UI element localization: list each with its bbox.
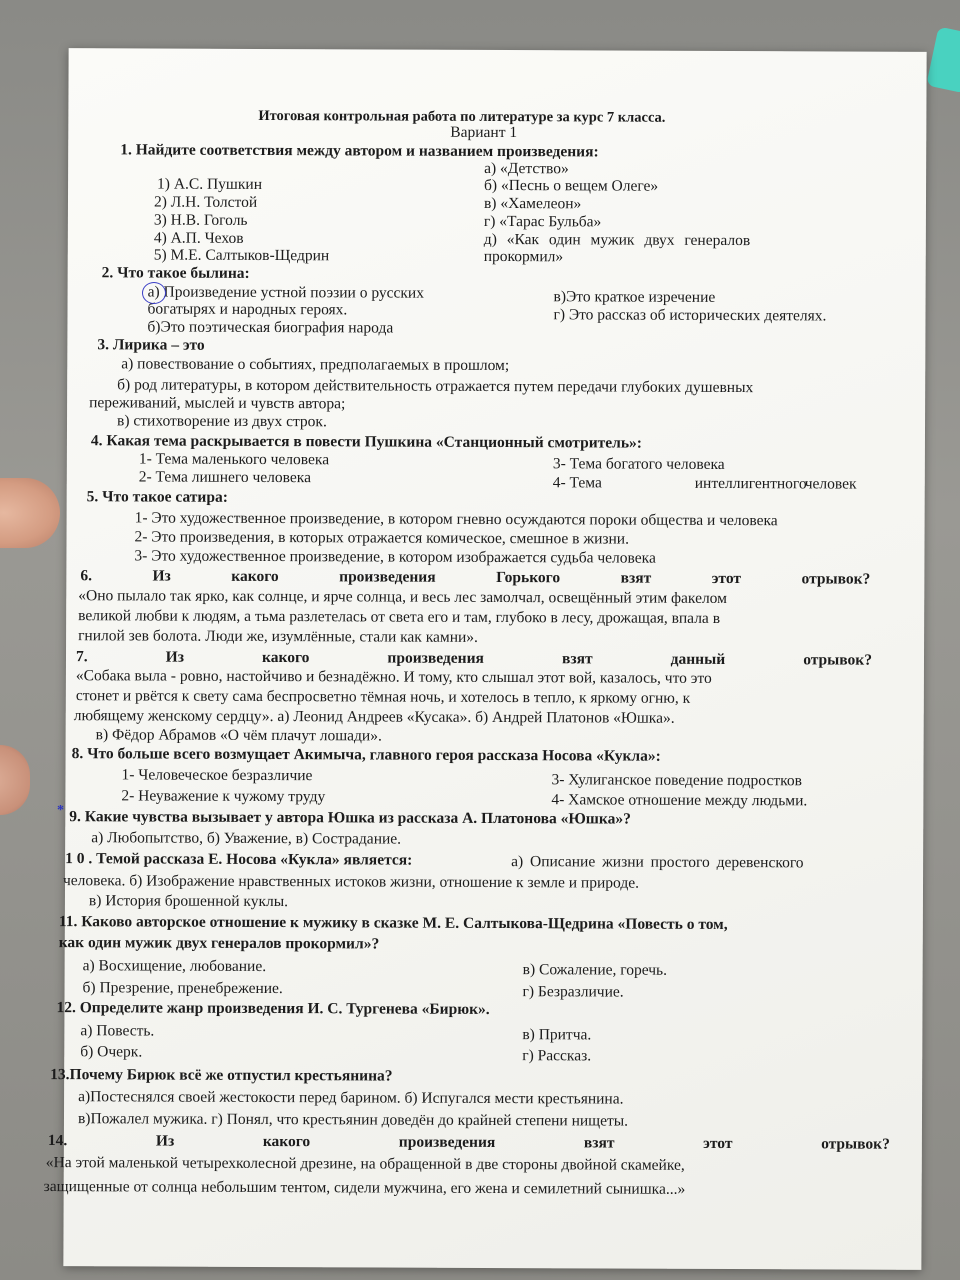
q7-excerpt: «Собака выла - ровно, настойчиво и безнадёжно. И тому, кто слышал этот вой, казалось, что это [75,667,712,687]
q2-option-g: г) Это рассказ об исторических деятелях. [553,306,827,325]
q1-work: а) «Детство» [484,159,569,178]
q13-options: а)Постеснялся своей жестокости перед барином. б) Испугался мести крестьянина. [78,1088,624,1108]
q7-word: данный [670,650,726,669]
q7-question [76,648,872,669]
paper-sheet [43,48,926,1270]
q12-option-v: в) Притча. [522,1026,592,1044]
q13-options-cont: в)Пожалел мужика. г) Понял, что крестьянин доведён до крайней степени нищеты. [77,1110,629,1130]
q8-option-1: 1- Человеческое безразличие [121,766,313,785]
q4-option-2: 2- Тема лишнего человека [138,468,312,487]
q14-word: этот [703,1134,733,1153]
q1-author: 1) А.С. Пушкин [157,175,263,193]
q1-question: 1. Найдите соответствия между автором и названием произведения: [120,141,599,161]
q4-option-1: 1- Тема маленького человека [138,450,330,469]
q6-question [80,567,870,588]
q12-option-b: б) Очерк. [80,1043,143,1061]
star-mark: * [57,803,64,818]
q6-word: отрывок? [801,570,871,588]
q2-option-a-cont: богатырях и народных героях. [147,300,348,319]
q6-excerpt: гнилой зев болота. Люди же, изумлённые, стали как камни». [78,627,478,646]
q5-question: 5. Что такое сатира: [86,488,228,506]
q8-question: 8. Что больше всего возмущает Акимыча, главного героя рассказа Носова «Кукла»: [71,745,661,765]
page-title: Итоговая контрольная работа по литературе за курс 7 класса. [258,107,666,126]
q10-option-a: а) Описание жизни простого деревенского [511,853,804,872]
pen-circle-mark [142,282,166,304]
q1-author: 4) А.П. Чехов [153,229,244,247]
q14-word: произведения [398,1133,496,1152]
q11-option-g: г) Безразличие. [522,983,624,1001]
q1-work: д) «Как один мужик двух генералов [483,230,751,250]
q3-option-b-cont: переживаний, мыслей и чувств автора; [89,394,346,413]
q5-option-2: 2- Это произведения, в которых отражается комическое, смешное в жизни. [134,528,630,548]
q11-option-v: в) Сожаление, горечь. [522,961,668,979]
q7-word: произведения [387,649,484,667]
q6-word: какого [231,567,279,586]
q7-word: взят [561,650,593,668]
q14-word: какого [262,1132,311,1151]
q10-question: 1 0 . Темой рассказа Е. Носова «Кукла» является: [65,850,413,869]
q6-excerpt: «Оно пылало так ярко, как солнце, и ярче солнца, и весь лес замолчал, освещённый этим факелом [78,587,728,608]
q11-option-a: а) Восхищение, любование. [82,957,267,976]
q8-option-3: 3- Хулиганское поведение подростков [551,771,802,790]
q6-word: произведения [339,568,436,586]
q1-work: прокормил» [483,247,564,266]
q3-option-a: а) повествование о событиях, предполагаемых в прошлом; [121,355,510,375]
q11-question-cont: как один мужик двух генералов прокормил»? [58,934,380,953]
q6-word: взят [620,569,652,587]
q2-option-a: а) Произведение устной поэзии о русских [147,283,425,302]
q4-question: 4. Какая тема раскрывается в повести Пушкина «Станционный смотритель»: [90,432,643,452]
q13-question: 13.Почему Бирюк всё же отпустил крестьянина? [50,1066,393,1085]
q1-work: в) «Хамелеон» [483,194,582,213]
q1-author: 3) Н.В. Гоголь [153,211,248,229]
q9-question: 9. Какие чувства вызывает у автора Юшка из рассказа А. Платонова «Юшка»? [69,808,631,828]
q1-author: 5) М.Е. Салтыков-Щедрин [153,246,330,265]
q8-option-2: 2- Неуважение к чужому труду [121,787,326,806]
q6-word: 6. [80,567,93,585]
q8-option-4: 4- Хамское отношение между людьми. [551,791,808,810]
q7-word: отрывок? [803,651,873,669]
q3-option-b: б) род литературы, в котором действительность отражается путем передачи глубоких душевных [117,376,754,397]
q4-option-3: 3- Тема богатого человека [552,455,725,474]
q14-word: 14. [47,1132,68,1150]
q7-word: какого [262,648,310,667]
q12-option-a: а) Повесть. [80,1022,155,1040]
q3-question: 3. Лирика – это [97,336,205,354]
q14-word: Из [155,1132,175,1150]
q6-excerpt: великой любви к людям, а тьма разлетелась от света его и там, глубоко в лесу, дрожащая, впала в [78,607,721,627]
q12-option-g: г) Рассказ. [522,1047,592,1065]
teal-clip [926,26,960,93]
q4-option-4: интеллигентного [694,474,807,493]
q2-option-b: б)Это поэтическая биография народа [147,318,394,337]
q6-word: этот [711,569,742,588]
thumb [0,478,60,548]
q9-options: а) Любопытство, б) Уважение, в) Сострадание. [91,829,402,848]
q3-option-v: в) стихотворение из двух строк. [116,412,327,431]
q10-option-v: в) История брошенной куклы. [88,892,289,911]
q1-author: 2) Л.Н. Толстой [153,193,258,211]
q7-option-v: в) Фёдор Абрамов «О чём плачут лошади». [95,726,382,745]
finger [0,745,30,815]
q5-option-3: 3- Это художественное произведение, в котором изображается судьба человека [134,547,656,567]
variant-label: Вариант 1 [450,123,518,142]
q14-word: взят [583,1134,615,1152]
q4-option-4: человек [804,475,857,493]
q4-option-4: 4- Тема [552,474,602,492]
q10-option-b: человека. б) Изображение нравственных истоков жизни, отношение к земле и природе. [62,872,640,892]
q5-option-1: 1- Это художественное произведение, в котором гневно осуждаются пороки общества и человека [134,509,778,530]
q14-word: отрывок? [821,1135,890,1153]
q1-work: г) «Тарас Бульба» [483,212,602,231]
q2-question: 2. Что такое былина: [101,264,250,282]
q7-word: Из [165,648,185,666]
q1-work: б) «Песнь о вещем Олеге» [484,176,659,195]
q7-excerpt: стонет и рвётся к свету сама беспросветно тёмная ночь, и хотелось в тепло, к яркому огню, к [75,687,691,707]
q14-excerpt: защищенные от солнца небольшим тентом, сидели мужчина, его жена и семилетний сынишка...» [43,1178,686,1198]
q2-option-v: в)Это краткое изречение [553,288,716,306]
q11-question: 11. Каково авторское отношение к мужику в сказке М. Е. Салтыкова-Щедрина «Повесть о том, [58,913,728,934]
q7-word: 7. [75,648,88,666]
q6-word: Горького [496,569,561,587]
q14-excerpt: «На этой маленькой четырехколесной дрезине, на обращенной в две стороны двойной скамейке, [45,1154,685,1174]
q6-word: Из [152,567,171,585]
q7-excerpt: любящему женскому сердцу». а) Леонид Андреев «Кусака». б) Андрей Платонов «Юшка». [73,707,675,727]
q12-question: 12. Определите жанр произведения И. С. Тургенева «Бирюк». [56,999,490,1018]
q11-option-b: б) Презрение, пренебрежение. [82,979,283,998]
q14-question [48,1132,890,1154]
